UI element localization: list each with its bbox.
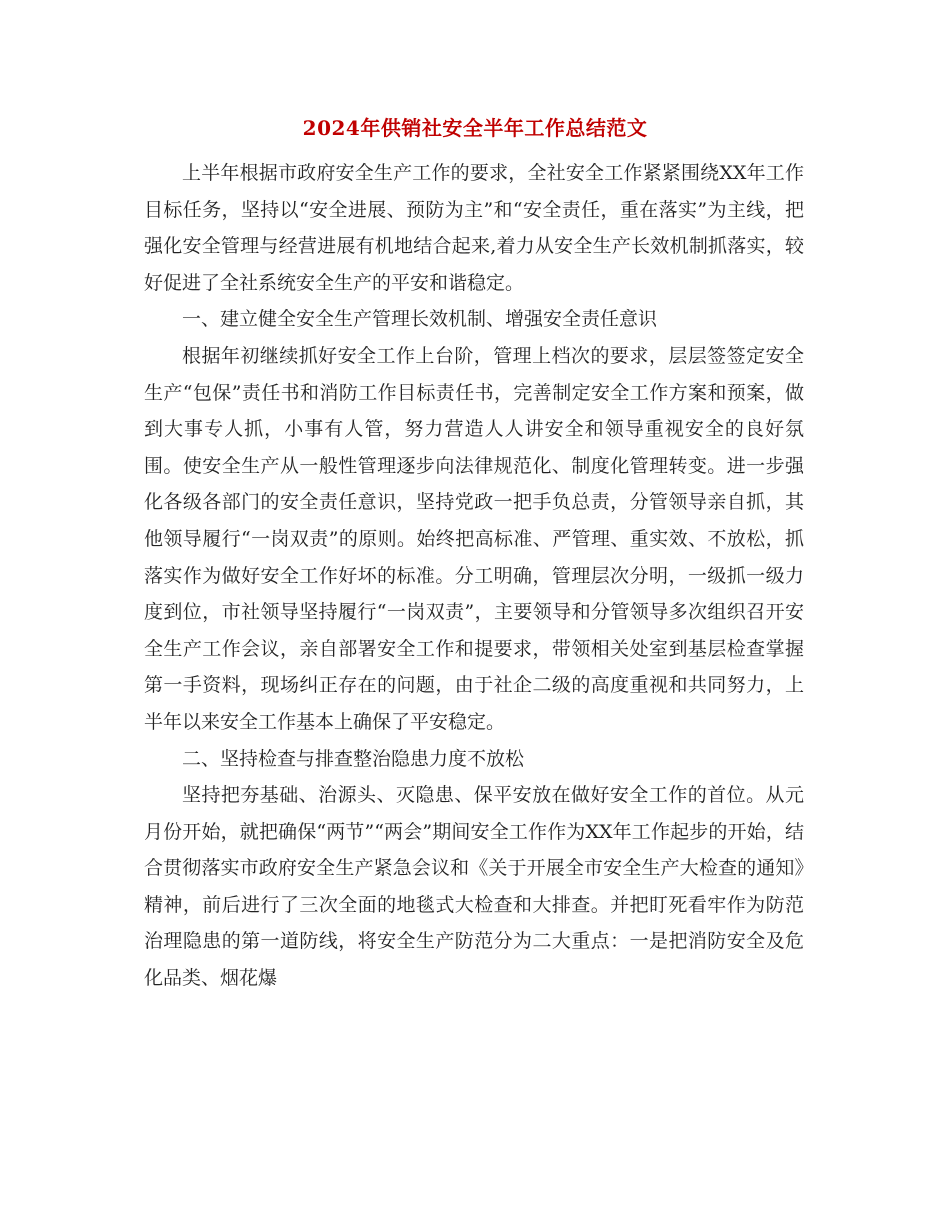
paragraph-section-2: 坚持把夯基础、治源头、灭隐患、保平安放在做好安全工作的首位。从元月份开始，就把确保“两节”“两会”期间安全工作作为XX年工作起步的开始，结合贯彻落实市政府安全生产紧急会议和《关于开展全市安全生产大检查的通知》精神，前后进行了三次全面的地毯式大检查和大排查。并把盯死看牢作为防范治理隐患的第一道防线，将安全生产防范分为二大重点：一是把消防安全及危化品类、烟花爆 [144, 784, 804, 990]
section-heading-2: 二、坚持检查与排查整治隐患力度不放松 [182, 747, 525, 770]
document-body [144, 155, 804, 997]
section-heading-1: 一、建立健全安全生产管理长效机制、增强安全责任意识 [182, 308, 658, 331]
paragraph-section-1: 根据年初继续抓好安全工作上台阶，管理上档次的要求，层层签签定安全生产“包保”责任书和消防工作目标责任书，完善制定安全工作方案和预案，做到大事专人抓，小事有人管，努力营造人人讲安全和领导重视安全的良好氛围。使安全生产从一般性管理逐步向法律规范化、制度化管理转变。进一步强化各级各部门的安全责任意识，坚持党政一把手负总责，分管领导亲自抓，其他领导履行“一岗双责”的原则。始终把高标准、严管理、重实效、不放松，抓落实作为做好安全工作好坏的标准。分工明确，管理层次分明，一级抓一级力度到位，市社领导坚持履行“一岗双责”，主要领导和分管领导多次组织召开安全生产工作会议，亲自部署安全工作和提要求，带领相关处室到基层检查掌握第一手资料，现场纠正存在的问题，由于社企二级的高度重视和共同努力，上半年以来安全工作基本上确保了平安稳定。 [144, 344, 804, 733]
paragraph-intro: 上半年根据市政府安全生产工作的要求，全社安全工作紧紧围绕XX年工作目标任务，坚持以“安全进展、预防为主”和“安全责任，重在落实”为主线，把强化安全管理与经营进展有机地结合起来,着力从安全生产长效机制抓落实，较好促进了全社系统安全生产的平安和谐稳定。 [144, 162, 804, 294]
document-title: 2024年供销社安全半年工作总结范文 [302, 116, 648, 140]
